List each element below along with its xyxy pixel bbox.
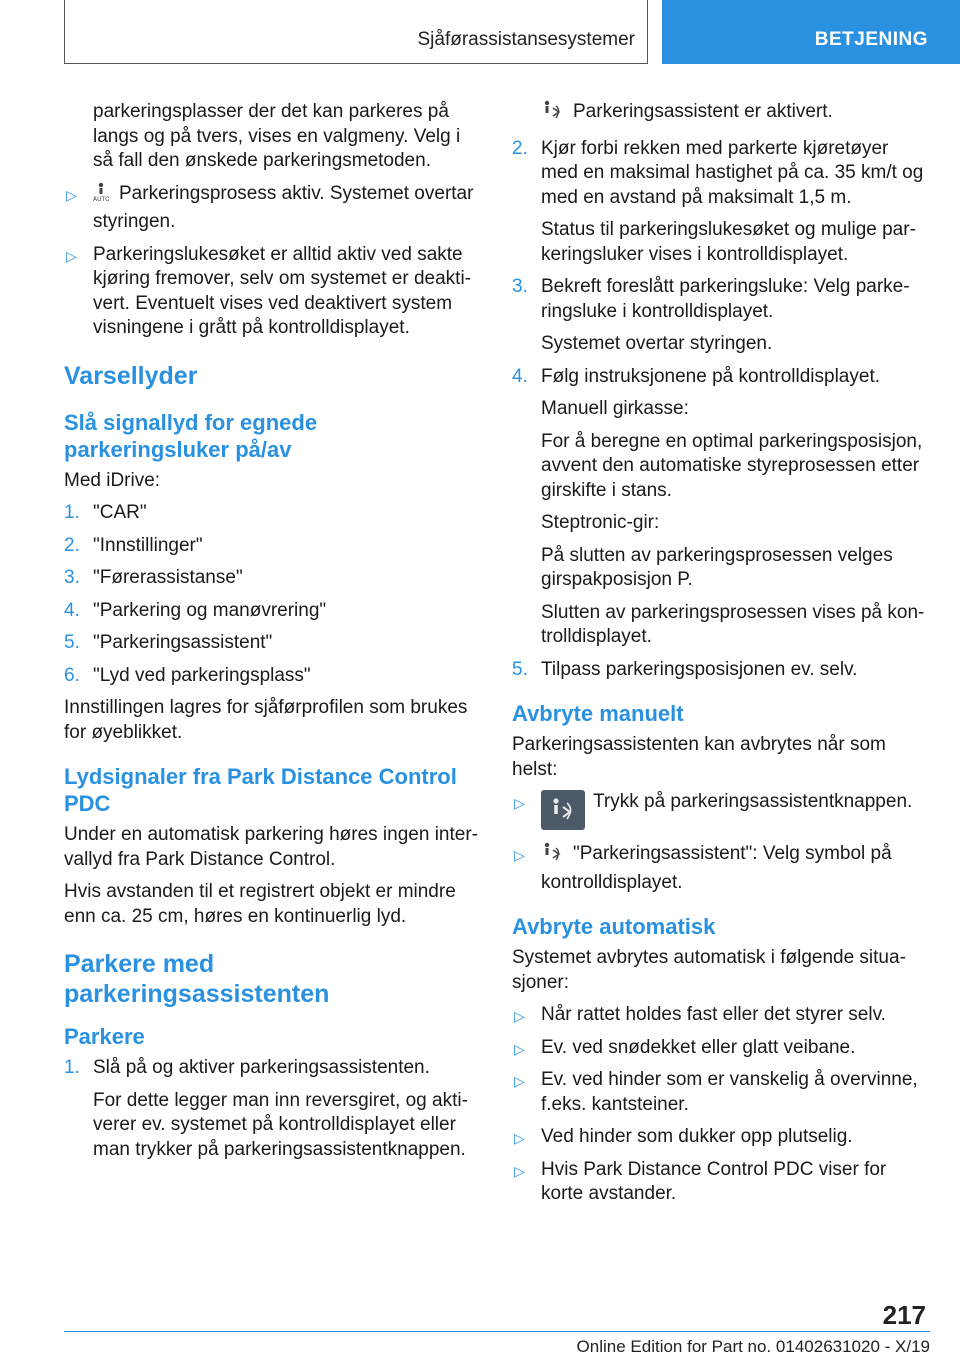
step-text: Slå på og aktiver parkeringsassistenten. — [93, 1057, 430, 1078]
triangle-right-icon: ▷ — [514, 1130, 525, 1146]
step-text: "Førerassistanse" — [93, 567, 243, 588]
step-item — [64, 566, 484, 591]
step-text: "Parkering og manøvrering" — [93, 599, 327, 621]
bullet-text: Når rattet holdes fast eller det styrer selv. — [541, 1004, 886, 1025]
svg-text:AUTO: AUTO — [93, 195, 109, 202]
step-item — [64, 599, 484, 624]
step-number: 2. — [64, 534, 80, 556]
triangle-right-icon: ▷ — [66, 247, 77, 264]
auto-cancel-paragraph: Systemet avbrytes automatisk i følgende situasjoner: — [512, 947, 906, 993]
left-column — [64, 100, 484, 1170]
heading-parkere-med: Parkere med parkeringsassistenten — [64, 950, 330, 1008]
step-text: "Parkeringsassistent" — [93, 632, 273, 653]
bullet-item — [512, 1125, 930, 1150]
heading-pdc: Lydsignaler fra Park Distance Control PDC — [64, 764, 457, 816]
step-text: Bekreft foreslått parkeringsluke: Velg parkeringsluke i kontrolldisplayet. — [541, 276, 910, 322]
bullet-text: Parkeringslukesøket er alltid aktiv ved sakte kjøring fremover, selv om systemet er deaktivert. Eventuelt vises ved deaktivert system visningene i grått på kontrolldisplayet. — [93, 243, 471, 338]
step-text: Følg instruksjonene på kontrolldisplayet. — [541, 365, 881, 387]
bullet-text: Parkeringsprosess aktiv. Systemet overtar styringen. — [93, 182, 474, 232]
parking-assist-icon — [541, 100, 563, 129]
step-item — [64, 534, 484, 559]
triangle-right-icon: ▷ — [514, 847, 525, 863]
triangle-right-icon: ▷ — [514, 1040, 525, 1057]
triangle-right-icon: ▷ — [66, 186, 77, 203]
step-number: 1. — [64, 1057, 80, 1078]
idrive-label: Med iDrive: — [64, 469, 161, 491]
footer-divider — [64, 1331, 930, 1332]
step-number: 5. — [512, 658, 528, 680]
header-section-title: Sjåførassistansesystemer — [417, 29, 635, 50]
step-item — [64, 501, 484, 526]
step-item — [512, 365, 930, 390]
step-text: Tilpass parkeringsposisjonen ev. selv. — [541, 658, 858, 680]
bullet-item — [64, 243, 484, 341]
bullet-item — [512, 842, 930, 895]
pdc-paragraph-1: Under en automatisk parkering høres ingen intervallyd fra Park Distance Control. — [64, 824, 478, 870]
bullet-item — [512, 1003, 930, 1028]
step-number: 4. — [512, 365, 528, 387]
assist-active-line — [512, 100, 930, 129]
heading-avbryte-automatisk: Avbryte automatisk — [512, 914, 716, 939]
step-text: "Lyd ved parkeringsplass" — [93, 664, 311, 686]
bullet-text: Ev. ved snødekket eller glatt veibane. — [541, 1036, 856, 1058]
step-number: 3. — [64, 567, 80, 588]
heading-varsellyder: Varsellyder — [64, 361, 198, 390]
step-item — [512, 658, 930, 683]
pdc-paragraph-2: Hvis avstanden til et registrert objekt er mindre enn ca. 25 cm, høres en kontinuerlig lyd. — [64, 881, 456, 927]
heading-signallyd: Slå signallyd for egnede parkeringsluker på/av — [64, 409, 318, 462]
bullet-item — [512, 1158, 930, 1207]
step-number: 6. — [64, 664, 80, 686]
header-section-box — [64, 0, 648, 64]
step-number: 4. — [64, 599, 80, 621]
step-number: 2. — [512, 137, 528, 159]
step-text: "Innstillinger" — [93, 534, 203, 556]
step-text: "CAR" — [93, 502, 147, 523]
footer-edition: Online Edition for Part no. 01402631020 - X/19 — [576, 1337, 930, 1356]
intro-paragraph: parkeringsplasser der det kan parkeres på langs og på tvers, vises en valgmeny. Velg i så fall den ønskede parkeringsmetoden. — [93, 101, 461, 171]
step-item — [64, 664, 484, 689]
bullet-text: Ved hinder som dukker opp plutselig. — [541, 1126, 853, 1147]
bullet-item — [64, 182, 484, 235]
page-number: 217 — [882, 1300, 926, 1330]
bullet-item — [512, 1068, 930, 1117]
parking-assist-button-icon — [541, 790, 585, 830]
step-subtext: På slutten av parkeringsprosessen velges girspakposisjon P. — [541, 544, 893, 590]
bullet-text: "Parkeringsassistent": Velg symbol på kontrolldisplayet. — [541, 843, 892, 893]
bullet-item — [512, 790, 930, 834]
triangle-right-icon: ▷ — [514, 795, 525, 811]
step-subtext: Systemet overtar styringen. — [541, 333, 773, 354]
step-text: Kjør forbi rekken med parkerte kjøretøyer med en maksimal hastighet på ca. 35 km/t og med en avstand på maksimalt 1,5 m. — [541, 137, 924, 208]
header-chapter-box — [662, 0, 960, 64]
parking-assist-icon — [541, 842, 563, 871]
bullet-text: Hvis Park Distance Control PDC viser for korte avstander. — [541, 1158, 887, 1204]
step-item — [64, 1056, 484, 1081]
triangle-right-icon: ▷ — [514, 1073, 525, 1089]
triangle-right-icon: ▷ — [514, 1162, 525, 1179]
settings-saved-note: Innstillingen lagres for sjåførprofilen som brukes for øyeblikket. — [64, 697, 468, 743]
manual-cancel-paragraph: Parkeringsassistenten kan avbrytes når som helst: — [512, 734, 886, 780]
step-number: 1. — [64, 502, 80, 523]
bullet-text: Trykk på parkeringsassistentknappen. — [593, 791, 913, 812]
heading-avbryte-manuelt: Avbryte manuelt — [512, 701, 684, 726]
triangle-right-icon: ▷ — [514, 1008, 525, 1024]
step-item — [512, 137, 930, 211]
bullet-item — [512, 1036, 930, 1061]
step-subtext: For å beregne en optimal parkeringsposisjon, avvent den automatiske styreprosessen etter girskifte i stans. — [541, 430, 923, 501]
parking-assist-auto-icon — [93, 182, 109, 211]
bullet-text: Ev. ved hinder som er vanskelig å overvinne, f.eks. kantsteiner. — [541, 1069, 918, 1115]
step-subtext: For dette legger man inn reversgiret, og aktiverer ev. systemet på kontrolldisplayet eller man trykker på parkeringsassistentknappen. — [93, 1089, 468, 1160]
step-item — [64, 631, 484, 656]
step-item — [512, 275, 930, 324]
header-chapter-title: BETJENING — [814, 29, 928, 50]
step-subtext: Status til parkeringslukesøket og mulige parkeringsluker vises i kontrolldisplayet. — [541, 219, 916, 265]
step-subtext: Slutten av parkeringsprosessen vises på kontrolldisplayet. — [541, 601, 925, 647]
step-number: 3. — [512, 276, 528, 297]
assist-active-text: Parkeringsassistent er aktivert. — [573, 101, 833, 122]
right-column — [512, 100, 930, 1215]
step-subtext: Steptronic-gir: — [541, 512, 660, 533]
heading-parkere: Parkere — [64, 1024, 145, 1049]
step-subtext: Manuell girkasse: — [541, 398, 689, 419]
step-number: 5. — [64, 632, 80, 653]
